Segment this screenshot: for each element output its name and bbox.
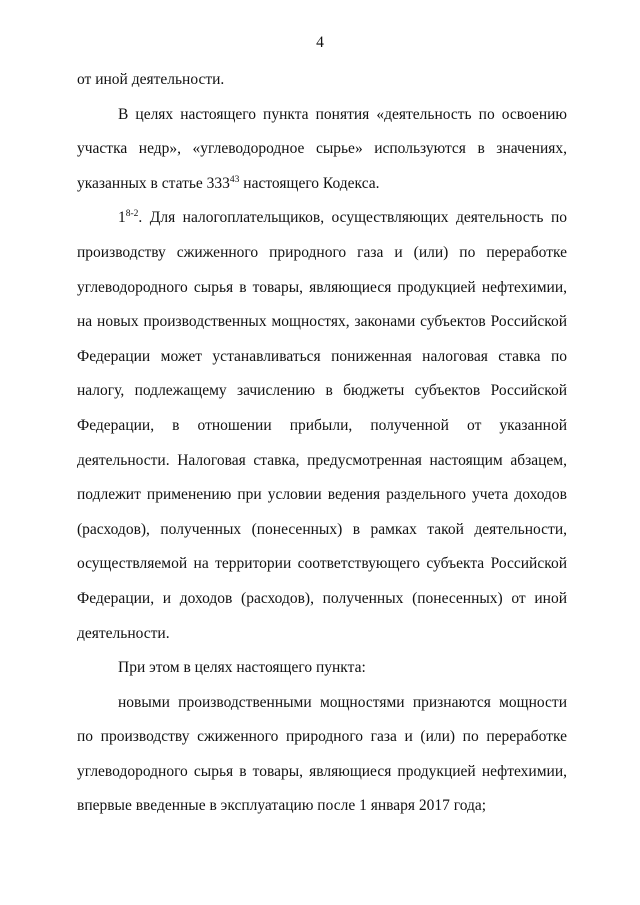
- paragraph-definitions: [77, 98, 567, 202]
- clause-superscript: 8-2: [125, 209, 139, 220]
- paragraph-text: . Для налогоплательщиков, осуществляющих деятельность по производству сжиженного природного газа и (или) по переработке углеводородного сырья в товары, являющиеся продукцией нефтехимии, на новых производственных мощностях, законами субъектов Российской Федерации может устанавливаться пониженная налоговая ставка по налогу, подлежащему зачислению в бюджеты субъектов Российской Федерации, в отношении прибыли, полученной от указанной деятельности. Налоговая ставка, предусмотренная настоящим абзацем, подлежит применению при условии ведения раздельного учета доходов (расходов), полученных (понесенных) в рамках такой деятельности, осуществляемой на территории соответствующего субъекта Российской Федерации, и доходов (расходов), полученных (понесенных) от иной деятельности.: [77, 209, 567, 642]
- paragraph-text: от иной деятельности.: [77, 71, 225, 88]
- clause-number: 1: [118, 209, 126, 227]
- document-body: [77, 63, 567, 824]
- paragraph-text-end: настоящего Кодекса.: [239, 174, 380, 192]
- article-superscript: 43: [229, 174, 240, 185]
- paragraph-clause-1-8-2: [77, 201, 567, 651]
- paragraph-new-capacities: [77, 686, 567, 824]
- paragraph-text: При этом в целях настоящего пункта:: [118, 659, 366, 677]
- paragraph-intro: [77, 651, 567, 686]
- paragraph-continuation: [77, 63, 567, 98]
- paragraph-text: В целях настоящего пункта понятия «деятельность по освоению участка недр», «углеводородное сырье» используются в значениях, указанных в статье 333: [77, 105, 567, 192]
- paragraph-text: новыми производственными мощностями признаются мощности по производству сжиженного природного газа и (или) по переработке углеводородного сырья в товары, являющиеся продукцией нефтехимии, впервые введенные в эксплуатацию после 1 января 2017 года;: [77, 693, 567, 815]
- page-number: 4: [316, 34, 324, 51]
